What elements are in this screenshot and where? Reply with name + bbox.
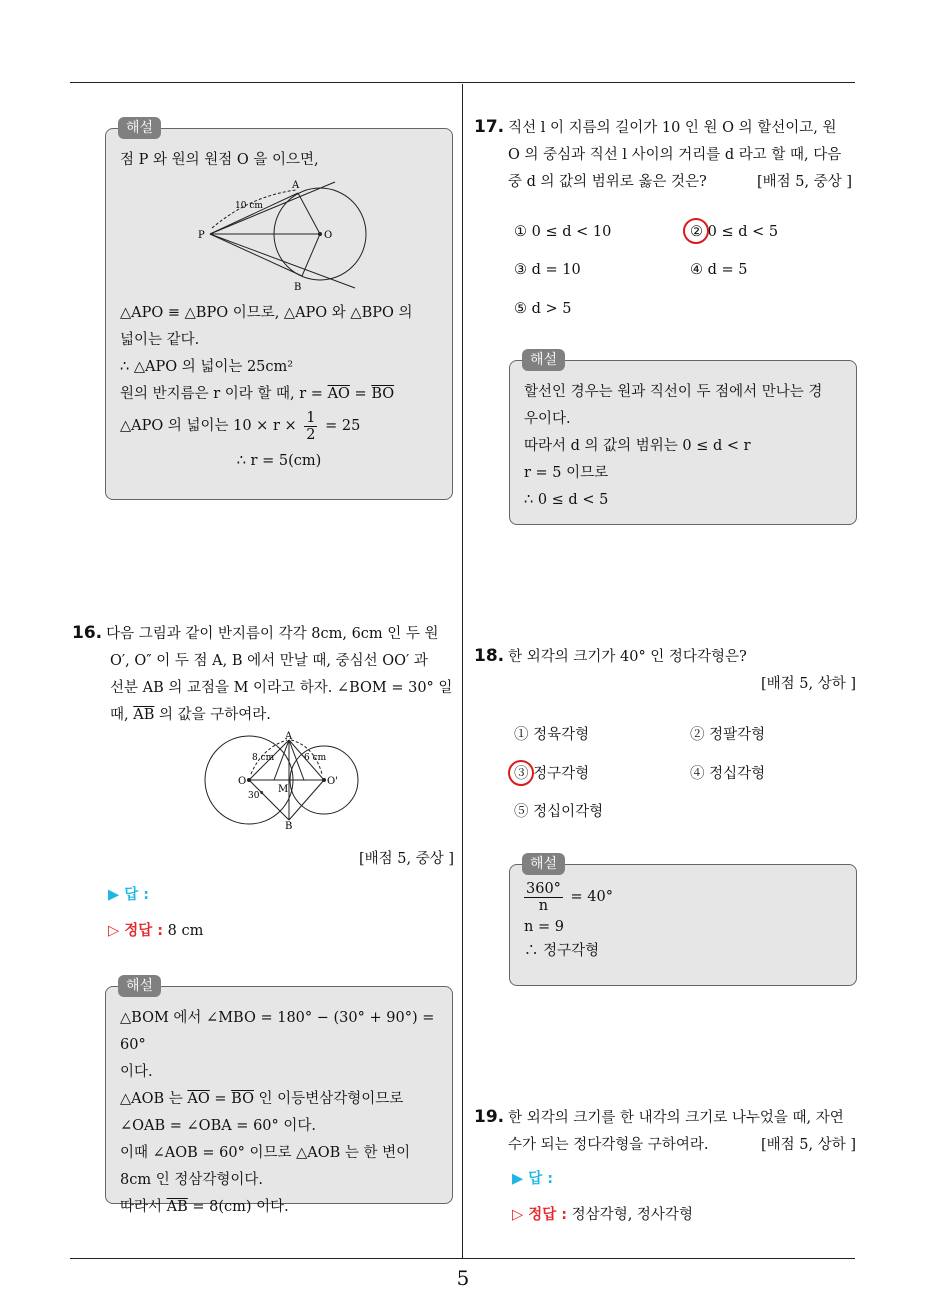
question-19-correct xyxy=(512,1202,693,1229)
answer-label: ▶ 답 : xyxy=(512,1171,554,1187)
label-b: B xyxy=(294,282,302,293)
question-16-correct xyxy=(108,918,203,945)
solution-18-box xyxy=(509,856,857,986)
solution-line: 원의 반지름은 r 이라 할 때, $r = \overline{AO} = \overline{BO}$ xyxy=(120,386,395,402)
question-18: 18. 한 외각의 크기가 40° 인 정다각형은? [배점 5, 상하 ] xyxy=(474,643,856,698)
label-b: B xyxy=(285,821,293,830)
label-a: A xyxy=(292,180,300,191)
two-circles-figure xyxy=(204,730,374,830)
solution-line: 따라서 d 의 값의 범위는 0 ≤ d < r xyxy=(524,438,751,454)
question-19-answer xyxy=(512,1166,553,1193)
solution-line: ∴ △APO 의 넓이는 25cm² xyxy=(120,359,294,375)
correct-value: 정삼각형, 정사각형 xyxy=(571,1207,693,1223)
label-m: M xyxy=(278,784,289,795)
label-o-prime: O' xyxy=(327,776,338,787)
solution-line: 할선인 경우는 원과 직선이 두 점에서 만나는 경 xyxy=(524,384,823,400)
question-19-score: [배점 5, 상하 ] xyxy=(760,1137,856,1153)
solution-line: 따라서 $\overline{AB} = 8(cm)$ 이다. xyxy=(120,1199,289,1215)
label-o: O xyxy=(238,776,247,787)
correct-label: ▷ 정답 : xyxy=(512,1207,568,1223)
page-number: 5 xyxy=(456,1266,470,1290)
solution-tag: 해설 xyxy=(522,349,565,371)
top-rule xyxy=(70,82,855,83)
q17-option-5[interactable]: ⑤ d > 5 xyxy=(514,301,572,317)
segment-a-m2 xyxy=(289,740,304,780)
label-length: 10 cm xyxy=(235,201,263,211)
solution-line: ∴ r = 5(cm) xyxy=(236,453,322,469)
tangent-figure xyxy=(120,174,440,294)
solution-line: 8cm 인 정삼각형이다. xyxy=(120,1172,263,1188)
solution-line: $\frac{360^\circ}{n}$ = 40° xyxy=(526,880,614,914)
solution-16-box xyxy=(105,978,453,1215)
solution-line: △APO 의 넓이는 10 × r × $\frac{1}{2}$ = 25 xyxy=(120,409,361,443)
label-a: A xyxy=(285,731,293,742)
point-o xyxy=(247,778,251,782)
solution-line: r = 5 이므로 xyxy=(524,465,609,481)
label-r2: 6 cm xyxy=(304,753,327,763)
question-17-score: [배점 5, 중상 ] xyxy=(756,174,852,190)
solution-line: 이다. xyxy=(120,1064,153,1080)
question-19: 19. 한 외각의 크기를 한 내각의 크기로 나누었을 때, 자연 수가 되는 정다각형을 구하여라. [배점 5, 상하 ] xyxy=(474,1104,860,1159)
label-angle: 30° xyxy=(248,791,264,801)
question-18-score: [배점 5, 상하 ] xyxy=(760,676,856,692)
point-o-prime xyxy=(322,778,326,782)
solution-tag: 해설 xyxy=(118,975,161,997)
q17-option-4[interactable]: ④ d = 5 xyxy=(690,262,748,278)
solution-line: 우이다. xyxy=(524,411,571,427)
solution-line: ∴ 0 ≤ d < 5 xyxy=(524,492,609,508)
selected-choice-circle xyxy=(508,760,534,786)
q18-option-2[interactable]: ② 정팔각형 xyxy=(690,727,766,743)
segment-ao xyxy=(298,193,320,234)
correct-value: 8 cm xyxy=(167,923,204,939)
q18-option-3[interactable]: ③ 정구각형 xyxy=(514,766,590,782)
correct-label: ▷ 정답 : xyxy=(108,923,164,939)
segment-bo xyxy=(302,234,320,276)
q18-option-4[interactable]: ④ 정십각형 xyxy=(690,766,766,782)
q17-option-1[interactable]: ① 0 ≤ d < 10 xyxy=(514,224,612,240)
selected-choice-circle xyxy=(683,218,709,244)
question-16-answer xyxy=(108,882,149,909)
solution-line: ∠OAB = ∠OBA = 60° 이다. xyxy=(120,1118,316,1134)
label-r1: 8 cm xyxy=(252,753,275,763)
solution-tag: 해설 xyxy=(522,853,565,875)
label-p: P xyxy=(198,230,205,241)
q17-option-3[interactable]: ③ d = 10 xyxy=(514,262,581,278)
q17-option-2[interactable]: ② 0 ≤ d < 5 xyxy=(690,224,779,240)
point-o xyxy=(318,232,322,236)
label-o: O xyxy=(324,230,333,241)
segment-pb xyxy=(210,234,302,276)
segment-pa xyxy=(210,193,298,234)
answer-label: ▶ 답 : xyxy=(108,887,150,903)
solution-15-box xyxy=(105,120,453,500)
column-divider xyxy=(462,84,463,1259)
solution-line: ∴ 정구각형 xyxy=(524,943,600,959)
q18-option-5[interactable]: ⑤ 정십이각형 xyxy=(514,804,604,820)
solution-line: 이때 ∠AOB = 60° 이므로 △AOB 는 한 변이 xyxy=(120,1145,411,1161)
solution-line: n = 9 xyxy=(524,919,564,935)
solution-line: 넓이는 같다. xyxy=(120,332,200,348)
question-17: 17. 직선 l 이 지름의 길이가 10 인 원 O 의 할선이고, 원 O 의 중심과 직선 l 사이의 거리를 d 라고 할 때, 다음 중 d 의 값의 범위로 옳은 것은? [배점 5, 중상 ] xyxy=(474,114,860,196)
solution-line: △AOB 는 $\overline{AO} = \overline{BO}$ 인 이등변삼각형이므로 xyxy=(120,1091,404,1107)
solution-line: △BOM 에서 ∠MBO = 180° − (30° + 90°) = 60° xyxy=(120,1010,435,1053)
tangent-line-b xyxy=(210,234,355,288)
solution-17-box xyxy=(509,352,857,525)
question-16: 16. 다음 그림과 같이 반지름이 각각 8cm, 6cm 인 두 원 O′, O″ 이 두 점 A, B 에서 만날 때, 중심선 OO′ 과 선분 AB 의 교점을 M 이라고 하자. ∠BOM = 30° 일 때, $\overline{AB}$ 의 값을 구하여라. xyxy=(72,623,453,723)
solution-tag: 해설 xyxy=(118,117,161,139)
q18-option-1[interactable]: ① 정육각형 xyxy=(514,727,590,743)
question-16-score: [배점 5, 중상 ] xyxy=(358,851,454,867)
solution-line: △APO ≡ △BPO 이므로, △APO 와 △BPO 의 xyxy=(120,305,413,321)
solution-line: 점 P 와 원의 원점 O 을 이으면, xyxy=(120,152,319,168)
bottom-rule xyxy=(70,1258,855,1259)
